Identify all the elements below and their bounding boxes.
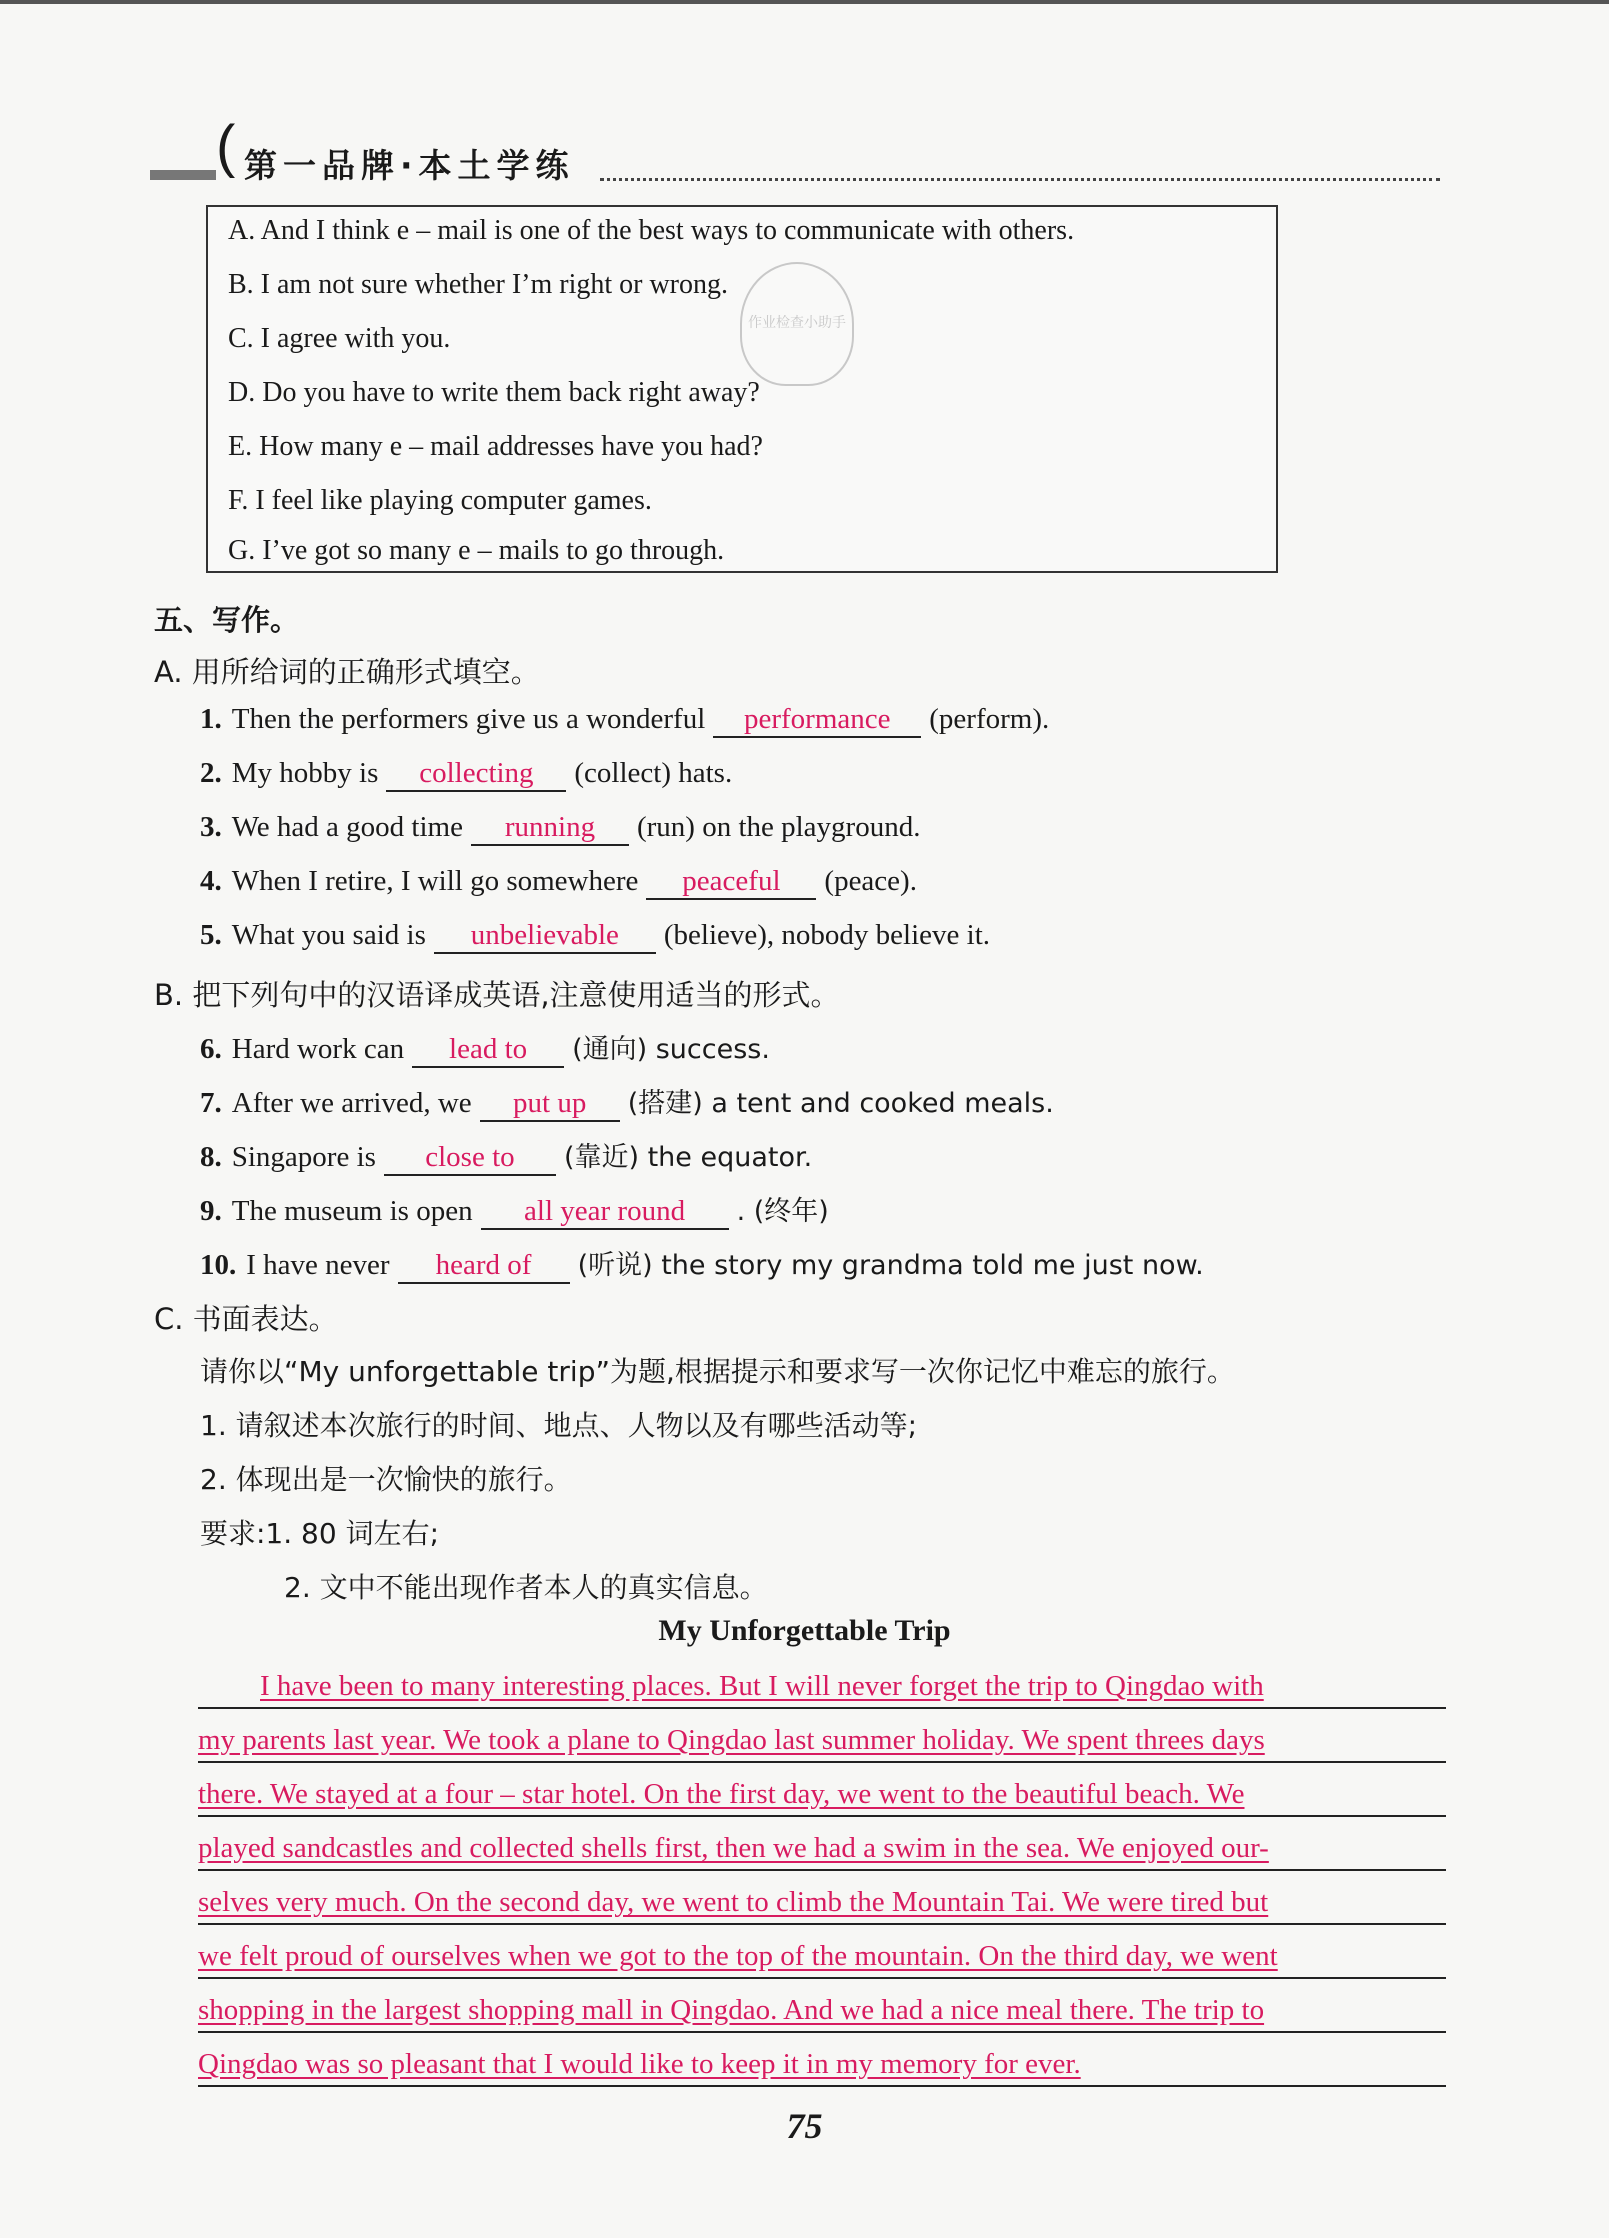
answer-blank[interactable]: peaceful <box>646 865 816 900</box>
answer-blank[interactable]: heard of <box>398 1249 570 1284</box>
question-number: 5. <box>200 919 222 951</box>
question-hint: (搭建) a tent and cooked meals. <box>627 1088 1054 1119</box>
question-text: When I retire, I will go somewhere <box>231 865 639 897</box>
essay-line: selves very much. On the second day, we went to climb the Mountain Tai. We were tired but <box>198 1886 1269 1918</box>
question-7 <box>200 1081 1054 1122</box>
option-b: B. I am not sure whether I’m right or wrong. <box>228 269 728 300</box>
question-hint: (通向) success. <box>572 1034 770 1065</box>
writing-requirement-1: 要求:1. 80 词左右; <box>200 1517 440 1550</box>
question-text: The museum is open <box>231 1195 473 1227</box>
question-hint: (run) on the playground. <box>636 811 921 843</box>
header-bracket: ( <box>216 114 236 179</box>
question-number: 1. <box>200 703 222 735</box>
question-5 <box>200 919 990 954</box>
question-number: 3. <box>200 811 222 843</box>
answer-blank[interactable]: collecting <box>386 757 566 792</box>
question-text: We had a good time <box>231 811 463 843</box>
essay-title: My Unforgettable Trip <box>658 1614 951 1647</box>
question-number: 4. <box>200 865 222 897</box>
essay-line: we felt proud of ourselves when we got to the top of the mountain. On the third day, we went <box>198 1940 1278 1972</box>
question-hint: (believe), nobody believe it. <box>663 919 990 951</box>
option-a: A. And I think e – mail is one of the best ways to communicate with others. <box>228 215 1075 246</box>
question-text: My hobby is <box>231 757 379 789</box>
question-6 <box>200 1027 770 1068</box>
writing-hint-1: 1. 请叙述本次旅行的时间、地点、人物以及有哪些活动等; <box>200 1409 918 1442</box>
question-text: I have never <box>246 1249 390 1281</box>
option-d: D. Do you have to write them back right away? <box>228 377 760 408</box>
question-number: 9. <box>200 1195 222 1227</box>
essay-line: my parents last year. We took a plane to Qingdao last summer holiday. We spent threes days <box>198 1724 1265 1756</box>
essay-line: I have been to many interesting places. But I will never forget the trip to Qingdao with <box>260 1670 1264 1702</box>
question-number: 6. <box>200 1033 222 1065</box>
answer-blank[interactable]: put up <box>480 1087 620 1122</box>
question-10 <box>200 1243 1204 1284</box>
page-number: 75 <box>786 2106 823 2146</box>
question-hint: . (终年) <box>736 1196 829 1227</box>
writing-prompt: 请你以“My unforgettable trip”为题,根据提示和要求写一次你记忆中难忘的旅行。 <box>200 1355 1235 1388</box>
question-text: After we arrived, we <box>231 1087 472 1119</box>
question-number: 7. <box>200 1087 222 1119</box>
section-title: 五、写作。 <box>154 603 300 637</box>
option-c: C. I agree with you. <box>228 323 451 354</box>
question-8 <box>200 1135 812 1176</box>
question-number: 2. <box>200 757 222 789</box>
question-text: What you said is <box>231 919 426 951</box>
top-border <box>0 0 1609 4</box>
question-number: 10. <box>200 1249 237 1281</box>
question-2 <box>200 757 732 792</box>
homework-stamp <box>740 262 854 386</box>
essay-line: Qingdao was so pleasant that I would like to keep it in my memory for ever. <box>198 2048 1081 2080</box>
option-e: E. How many e – mail addresses have you had? <box>228 431 763 462</box>
essay-line: played sandcastles and collected shells first, then we had a swim in the sea. We enjoyed our- <box>198 1832 1269 1864</box>
answer-blank[interactable]: close to <box>384 1141 556 1176</box>
header-dotted-rule <box>600 178 1440 181</box>
answer-blank[interactable]: lead to <box>412 1033 564 1068</box>
question-text: Singapore is <box>231 1141 376 1173</box>
option-g: G. I’ve got so many e – mails to go through. <box>228 535 725 566</box>
question-9 <box>200 1189 829 1230</box>
question-hint: (靠近) the equator. <box>563 1142 813 1173</box>
answer-blank[interactable]: performance <box>713 703 921 738</box>
answer-blank[interactable]: running <box>471 811 629 846</box>
part-a-title: A. 用所给词的正确形式填空。 <box>154 655 540 689</box>
question-hint: (听说) the story my grandma told me just now. <box>577 1250 1204 1281</box>
stamp-text: 作业检查小助手 <box>748 315 846 331</box>
question-hint: (collect) hats. <box>574 757 733 789</box>
header-title: 第一品牌·本土学练 <box>244 146 575 185</box>
question-1 <box>200 703 1049 738</box>
question-text: Then the performers give us a wonderful <box>231 703 706 735</box>
writing-hint-2: 2. 体现出是一次愉快的旅行。 <box>200 1463 572 1496</box>
essay-line: shopping in the largest shopping mall in Qingdao. And we had a nice meal there. The trip to <box>198 1994 1265 2026</box>
question-3 <box>200 811 920 846</box>
part-b-title: B. 把下列句中的汉语译成英语,注意使用适当的形式。 <box>154 978 840 1012</box>
question-hint: (perform). <box>929 703 1050 735</box>
answer-blank[interactable]: unbelievable <box>434 919 656 954</box>
question-4 <box>200 865 917 900</box>
writing-requirement-2: 2. 文中不能出现作者本人的真实信息。 <box>284 1571 768 1604</box>
option-f: F. I feel like playing computer games. <box>228 485 652 516</box>
question-number: 8. <box>200 1141 222 1173</box>
answer-blank[interactable]: all year round <box>481 1195 729 1230</box>
options-box <box>206 205 1278 573</box>
part-c-title: C. 书面表达。 <box>154 1302 338 1336</box>
header-bar <box>150 170 216 180</box>
question-hint: (peace). <box>824 865 917 897</box>
essay-line: there. We stayed at a four – star hotel. On the first day, we went to the beautiful beach. We <box>198 1778 1245 1810</box>
question-text: Hard work can <box>231 1033 405 1065</box>
